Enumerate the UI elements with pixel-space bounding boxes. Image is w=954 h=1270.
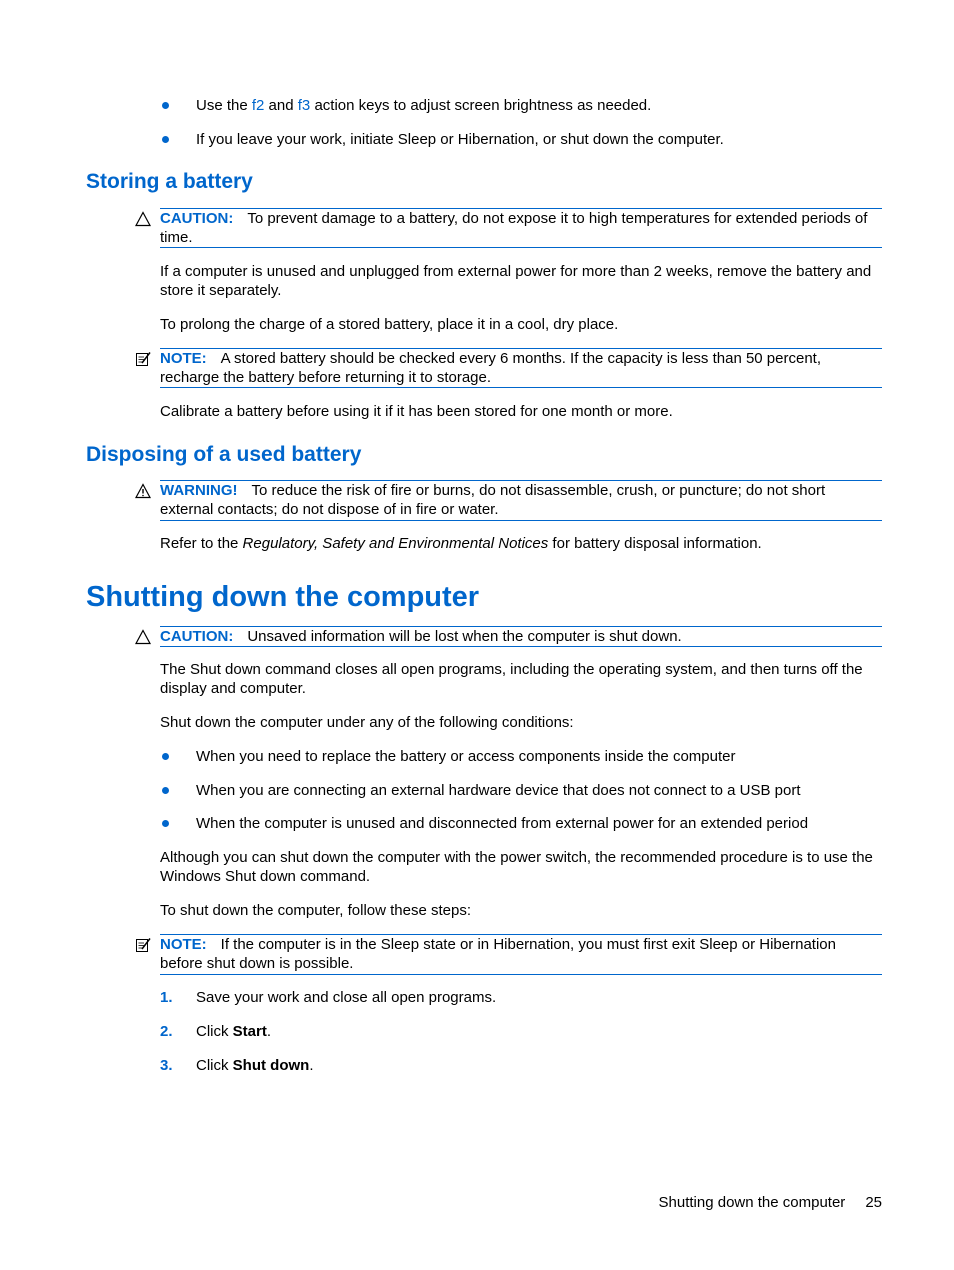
paragraph: Refer to the Regulatory, Safety and Environmental Notices for battery disposal information. bbox=[160, 535, 762, 552]
paragraph: Although you can shut down the computer with the power switch, the recommended procedure is to use the Windows Shut down command. bbox=[160, 849, 873, 885]
warning-notice bbox=[160, 480, 882, 521]
caution-text: To prevent damage to a battery, do not expose it to high temperatures for extended periods of time. bbox=[160, 210, 868, 246]
paragraph: To prolong the charge of a stored battery, place it in a cool, dry place. bbox=[160, 316, 619, 333]
paragraph: Shut down the computer under any of the following conditions: bbox=[160, 714, 574, 731]
bullet-text: Use the f2 and f3 action keys to adjust screen brightness as needed. bbox=[196, 97, 652, 114]
section-heading-disposing: Disposing of a used battery bbox=[86, 443, 362, 466]
paragraph: If a computer is unused and unplugged from external power for more than 2 weeks, remove the battery and store it separately. bbox=[160, 263, 872, 299]
list-item bbox=[160, 747, 882, 766]
caution-triangle-icon bbox=[135, 211, 151, 227]
bullet-icon bbox=[162, 753, 169, 760]
page-number: 25 bbox=[865, 1194, 882, 1211]
key-f3: f3 bbox=[297, 97, 311, 114]
bullet-icon bbox=[162, 136, 169, 143]
document-title-italic: Regulatory, Safety and Environmental Notices bbox=[242, 535, 549, 552]
list-item bbox=[160, 130, 882, 149]
bullet-text: When you need to replace the battery or access components inside the computer bbox=[196, 748, 736, 765]
step-number: 2. bbox=[160, 1023, 173, 1040]
step-item bbox=[160, 988, 882, 1007]
key-f2: f2 bbox=[251, 97, 265, 114]
paragraph: To shut down the computer, follow these steps: bbox=[160, 902, 472, 919]
list-item bbox=[160, 781, 882, 800]
bullet-text: When you are connecting an external hardware device that does not connect to a USB port bbox=[196, 782, 801, 799]
step-text: Click Start. bbox=[196, 1023, 272, 1040]
note-text: If the computer is in the Sleep state or in Hibernation, you must first exit Sleep or Hibernation before shut down is possible. bbox=[160, 936, 836, 972]
note-notice bbox=[160, 348, 882, 388]
footer-title: Shutting down the computer bbox=[658, 1194, 846, 1211]
bullet-text: If you leave your work, initiate Sleep or Hibernation, or shut down the computer. bbox=[196, 131, 724, 148]
caution-label: CAUTION: bbox=[160, 628, 234, 645]
warning-text: To reduce the risk of fire or burns, do not disassemble, crush, or puncture; do not short external contacts; do not dispose of in fire or water. bbox=[160, 482, 826, 518]
step-number: 1. bbox=[160, 989, 173, 1006]
bullet-icon bbox=[162, 102, 169, 109]
list-item bbox=[160, 96, 882, 115]
bullet-icon bbox=[162, 820, 169, 827]
caution-label: CAUTION: bbox=[160, 210, 234, 227]
chapter-heading-shutdown: Shutting down the computer bbox=[86, 581, 480, 613]
note-text: A stored battery should be checked every 6 months. If the capacity is less than 50 percent, recharge the battery before returning it to storage. bbox=[160, 350, 822, 386]
list-item bbox=[160, 814, 882, 833]
step-text: Click Shut down. bbox=[196, 1057, 314, 1074]
step-item bbox=[160, 1022, 882, 1041]
warning-triangle-icon bbox=[135, 483, 151, 499]
caution-notice bbox=[160, 626, 882, 647]
bullet-text: When the computer is unused and disconnected from external power for an extended period bbox=[196, 815, 809, 832]
note-pencil-icon bbox=[135, 937, 151, 953]
caution-triangle-icon bbox=[135, 629, 151, 645]
section-heading-storing: Storing a battery bbox=[86, 170, 253, 193]
page-footer bbox=[659, 1193, 882, 1212]
ui-term-shut-down: Shut down bbox=[232, 1057, 310, 1074]
note-notice bbox=[160, 934, 882, 975]
step-text: Save your work and close all open programs. bbox=[196, 989, 497, 1006]
note-pencil-icon bbox=[135, 351, 151, 367]
paragraph: Calibrate a battery before using it if it has been stored for one month or more. bbox=[160, 403, 673, 420]
warning-label: WARNING! bbox=[160, 482, 238, 499]
paragraph: The Shut down command closes all open programs, including the operating system, and then turns off the display and computer. bbox=[160, 661, 863, 697]
caution-notice bbox=[160, 208, 882, 248]
caution-text: Unsaved information will be lost when the computer is shut down. bbox=[247, 628, 682, 645]
note-label: NOTE: bbox=[160, 350, 207, 367]
bullet-icon bbox=[162, 787, 169, 794]
note-label: NOTE: bbox=[160, 936, 207, 953]
ui-term-start: Start bbox=[232, 1023, 267, 1040]
step-number: 3. bbox=[160, 1057, 173, 1074]
step-item bbox=[160, 1056, 882, 1075]
